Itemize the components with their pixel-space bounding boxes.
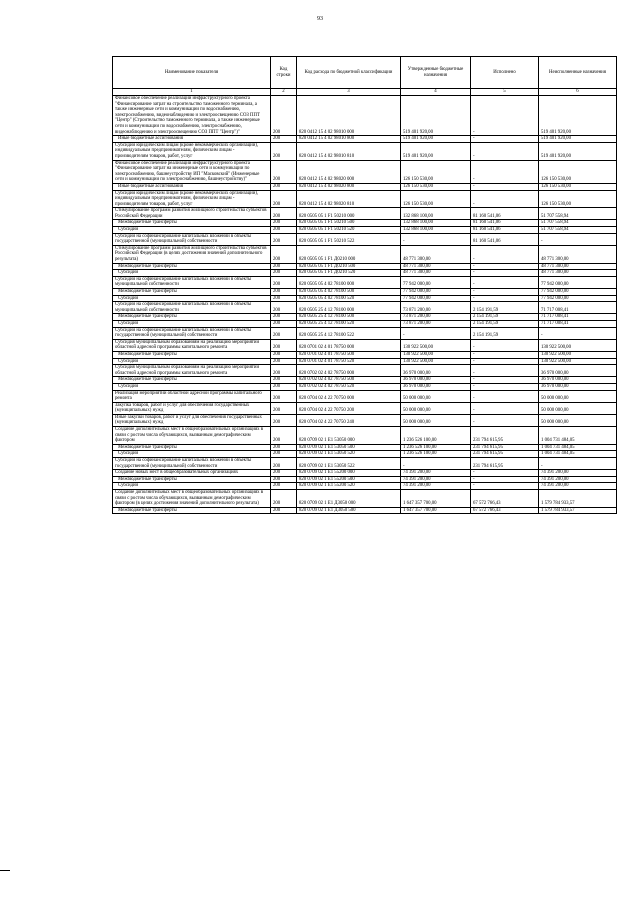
- row-line-code: 200: [271, 444, 297, 451]
- row-executed: -: [471, 245, 539, 263]
- row-executed: -: [471, 136, 539, 143]
- row-budget-code: 820 0709 02 1 E1 53050 522: [297, 458, 401, 470]
- row-remaining: 50 000 000,00: [539, 414, 617, 426]
- budget-execution-table: [112, 56, 617, 514]
- row-line-code: 200: [271, 245, 297, 263]
- row-indicator-name: Межбюджетные трансферты: [113, 220, 271, 227]
- row-remaining: 74 391 200,00: [539, 483, 617, 490]
- header-executed: Исполнено: [471, 57, 539, 89]
- row-executed: -: [471, 295, 539, 302]
- row-indicator-name: Субсидии на софинансирование капитальных вложений в объекты государственной (муниципальной) собственности: [113, 233, 271, 245]
- row-remaining: -: [539, 458, 617, 470]
- table-row: [113, 339, 617, 351]
- row-line-code: 200: [271, 270, 297, 277]
- row-line-code: 200: [271, 295, 297, 302]
- table-row: [113, 470, 617, 477]
- row-remaining: 51 707 558,94: [539, 220, 617, 227]
- table-row: [113, 227, 617, 234]
- row-remaining: 130 922 500,00: [539, 358, 617, 365]
- table-row: [113, 490, 617, 508]
- table-row: [113, 314, 617, 321]
- row-indicator-name: Субсидии на софинансирование капитальных вложений в объекты муниципальной собственности: [113, 302, 271, 314]
- page-number: 93: [317, 16, 323, 22]
- row-approved: 73 871 200,00: [401, 302, 471, 314]
- row-executed: -: [471, 377, 539, 384]
- row-line-code: 200: [271, 427, 297, 445]
- row-indicator-name: Иные бюджетные ассигнования: [113, 136, 271, 143]
- row-executed: 2 154 191,59: [471, 327, 539, 339]
- row-remaining: 48 771 300,00: [539, 270, 617, 277]
- row-executed: -: [471, 483, 539, 490]
- row-remaining: 130 922 500,00: [539, 339, 617, 351]
- row-remaining: 74 391 200,00: [539, 476, 617, 483]
- row-approved: -: [401, 327, 471, 339]
- row-budget-code: 820 0505 05 1 F1 50210 500: [297, 220, 401, 227]
- row-remaining: 36 970 000,00: [539, 377, 617, 384]
- row-executed: -: [471, 276, 539, 288]
- table-row: [113, 245, 617, 263]
- row-budget-code: 820 0709 02 1 E1 53050 000: [297, 427, 401, 445]
- row-approved: 519 401 920,00: [401, 136, 471, 143]
- row-budget-code: 820 0709 02 1 E1 53050 500: [297, 444, 401, 451]
- row-indicator-name: Субсидии: [113, 358, 271, 365]
- row-executed: -: [471, 476, 539, 483]
- row-executed: -: [471, 383, 539, 390]
- table-row: [113, 190, 617, 208]
- table-row: [113, 276, 617, 288]
- column-number: 5: [471, 89, 539, 96]
- row-remaining: 77 942 000,00: [539, 295, 617, 302]
- row-remaining: 71 717 008,41: [539, 320, 617, 327]
- row-approved: 519 401 920,00: [401, 142, 471, 160]
- row-executed: -: [471, 289, 539, 296]
- row-remaining: 71 717 008,41: [539, 302, 617, 314]
- row-approved: 1 647 357 700,00: [401, 507, 471, 514]
- row-line-code: 200: [271, 289, 297, 296]
- row-budget-code: 820 0412 15 4 02 98010 810: [297, 142, 401, 160]
- row-approved: 126 150 530,00: [401, 160, 471, 183]
- row-remaining: 36 970 000,00: [539, 365, 617, 377]
- row-budget-code: 820 0702 02 4 02 78750 520: [297, 383, 401, 390]
- row-approved: 36 970 000,00: [401, 383, 471, 390]
- row-indicator-name: Создание дополнительных мест в общеобразовательных организациях в связи с ростом числа обучающихся, вызванным демографическим фактором (в целях достижения значений дополнительного результата): [113, 490, 271, 508]
- table-row: [113, 220, 617, 227]
- row-line-code: 200: [271, 402, 297, 414]
- row-remaining: -: [539, 327, 617, 339]
- row-line-code: 200: [271, 233, 297, 245]
- table-row: [113, 444, 617, 451]
- row-remaining: 50 000 000,00: [539, 390, 617, 402]
- table-row: [113, 483, 617, 490]
- table-row: [113, 507, 617, 514]
- table-row: [113, 136, 617, 143]
- row-indicator-name: Субсидии: [113, 383, 271, 390]
- table-row: [113, 402, 617, 414]
- table-row: [113, 451, 617, 458]
- row-approved: 130 922 500,00: [401, 351, 471, 358]
- row-executed: 231 794 615,95: [471, 444, 539, 451]
- row-executed: -: [471, 365, 539, 377]
- row-approved: 130 922 500,00: [401, 339, 471, 351]
- row-indicator-name: Реализация мероприятий областной адресной программы капитального ремонта: [113, 390, 271, 402]
- column-number-row: [113, 89, 617, 96]
- row-executed: -: [471, 183, 539, 190]
- row-remaining: 48 771 300,00: [539, 263, 617, 270]
- row-line-code: 200: [271, 483, 297, 490]
- row-approved: 36 970 000,00: [401, 377, 471, 384]
- row-line-code: 200: [271, 263, 297, 270]
- table-row: [113, 302, 617, 314]
- row-indicator-name: Субсидии юридическим лицам (кроме некоммерческих организаций), индивидуальным предпринимателям, физическим лицам - производителям товаров, работ, услуг: [113, 142, 271, 160]
- table-row: [113, 351, 617, 358]
- row-indicator-name: Субсидия муниципальным образованиям на реализацию мероприятий областной адресной программы капитального ремонта: [113, 339, 271, 351]
- row-executed: -: [471, 96, 539, 136]
- row-indicator-name: Межбюджетные трансферты: [113, 377, 271, 384]
- row-executed: 81 160 541,06: [471, 220, 539, 227]
- row-indicator-name: Межбюджетные трансферты: [113, 444, 271, 451]
- row-budget-code: 820 0701 02 4 01 78750 500: [297, 351, 401, 358]
- row-remaining: 519 401 920,00: [539, 142, 617, 160]
- row-line-code: 200: [271, 476, 297, 483]
- row-executed: -: [471, 414, 539, 426]
- row-indicator-name: Создание новых мест в общеобразовательных организациях: [113, 470, 271, 477]
- row-budget-code: 820 0505 25 4 12 78100 000: [297, 302, 401, 314]
- row-indicator-name: Субсидии на софинансирование капитальных вложений в объекты государственной (муниципальной) собственности: [113, 327, 271, 339]
- row-budget-code: 820 0505 05 4 02 78100 000: [297, 276, 401, 288]
- row-line-code: 200: [271, 96, 297, 136]
- row-indicator-name: Финансовое обеспечение реализации инфраструктурного проекта "Финансирование затрат на строительство таможенного терминала, а также инженерные сети и коммуникации по водоснабжению, электроснабжению, видеонаблюдению и электроосвещению СОЗ ППТ "Центр" (Строительство таможенного терминала, а также инженерные сети и коммуникации по водоснабжению, электроснабжению, видеонаблюдению и электроосвещению СОЗ ППТ "Центр")": [113, 96, 271, 136]
- row-indicator-name: Субсидии: [113, 451, 271, 458]
- row-budget-code: 820 0709 02 1 E1 55200 520: [297, 483, 401, 490]
- row-approved: 74 391 200,00: [401, 483, 471, 490]
- table-row: [113, 427, 617, 445]
- row-approved: 50 000 000,00: [401, 414, 471, 426]
- table-row: [113, 383, 617, 390]
- row-remaining: 77 942 000,00: [539, 276, 617, 288]
- row-budget-code: 820 0505 05 1 F1 Д0210 000: [297, 245, 401, 263]
- row-executed: -: [471, 263, 539, 270]
- row-approved: 77 942 000,00: [401, 295, 471, 302]
- row-executed: 2 154 191,59: [471, 302, 539, 314]
- row-executed: 81 160 541,06: [471, 208, 539, 220]
- row-executed: 81 160 541,06: [471, 227, 539, 234]
- table-header-row: [113, 57, 617, 89]
- row-budget-code: 820 0709 02 1 E1 55200 000: [297, 470, 401, 477]
- row-line-code: 200: [271, 490, 297, 508]
- row-budget-code: 820 0505 05 1 F1 Д0210 520: [297, 270, 401, 277]
- column-number: 2: [271, 89, 297, 96]
- header-remaining: Неисполненные назначения: [539, 57, 617, 89]
- row-line-code: 200: [271, 358, 297, 365]
- row-budget-code: 820 0709 02 1 E1 Д3050 500: [297, 507, 401, 514]
- row-executed: -: [471, 160, 539, 183]
- row-executed: -: [471, 190, 539, 208]
- row-budget-code: 820 0505 25 4 12 78100 500: [297, 314, 401, 321]
- row-indicator-name: Иные бюджетные ассигнования: [113, 183, 271, 190]
- table-row: [113, 208, 617, 220]
- row-line-code: 200: [271, 302, 297, 314]
- row-approved: 50 000 000,00: [401, 390, 471, 402]
- row-budget-code: 820 0704 02 4 22 70750 200: [297, 402, 401, 414]
- row-executed: -: [471, 390, 539, 402]
- row-indicator-name: Субсидия муниципальным образованиям на реализацию мероприятий областной адресной программы капитального ремонта: [113, 365, 271, 377]
- row-remaining: 1 004 731 484,05: [539, 427, 617, 445]
- column-number: 3: [297, 89, 401, 96]
- row-line-code: 200: [271, 276, 297, 288]
- row-executed: 231 794 615,95: [471, 458, 539, 470]
- row-budget-code: 820 0412 15 4 02 98020 810: [297, 190, 401, 208]
- row-executed: 81 160 541,06: [471, 233, 539, 245]
- row-executed: -: [471, 142, 539, 160]
- row-indicator-name: Субсидии юридическим лицам (кроме некоммерческих организаций), индивидуальным предпринимателям, физическим лицам - производителям товаров, работ, услуг: [113, 190, 271, 208]
- row-line-code: 200: [271, 458, 297, 470]
- row-remaining: 36 970 000,00: [539, 383, 617, 390]
- footer-rule: [0, 870, 10, 871]
- row-budget-code: 820 0505 05 4 02 78100 500: [297, 289, 401, 296]
- row-approved: 132 868 100,00: [401, 227, 471, 234]
- row-approved: 73 871 200,00: [401, 320, 471, 327]
- table-row: [113, 96, 617, 136]
- row-remaining: 519 401 920,00: [539, 136, 617, 143]
- row-indicator-name: Межбюджетные трансферты: [113, 314, 271, 321]
- table-row: [113, 295, 617, 302]
- row-executed: 2 154 191,59: [471, 314, 539, 321]
- row-approved: 73 871 200,00: [401, 314, 471, 321]
- row-approved: 74 391 200,00: [401, 470, 471, 477]
- table-row: [113, 233, 617, 245]
- table-row: [113, 358, 617, 365]
- header-line-code: Код строки: [271, 57, 297, 89]
- row-executed: 231 794 615,95: [471, 451, 539, 458]
- row-line-code: 200: [271, 383, 297, 390]
- row-indicator-name: Межбюджетные трансферты: [113, 351, 271, 358]
- row-line-code: 200: [271, 320, 297, 327]
- row-line-code: 200: [271, 414, 297, 426]
- row-budget-code: 820 0702 02 4 02 78750 000: [297, 365, 401, 377]
- row-budget-code: 820 0709 02 1 E1 53050 520: [297, 451, 401, 458]
- row-indicator-name: Межбюджетные трансферты: [113, 476, 271, 483]
- row-budget-code: 820 0505 05 1 F1 Д0210 500: [297, 263, 401, 270]
- row-approved: 1 236 526 100,00: [401, 444, 471, 451]
- row-indicator-name: Межбюджетные трансферты: [113, 507, 271, 514]
- row-indicator-name: Субсидии на софинансирование капитальных вложений в объекты муниципальной собственности: [113, 276, 271, 288]
- row-remaining: 126 150 530,00: [539, 183, 617, 190]
- row-budget-code: 820 0505 05 1 F1 50210 520: [297, 227, 401, 234]
- table-row: [113, 263, 617, 270]
- table-row: [113, 327, 617, 339]
- row-budget-code: 820 0505 05 4 02 78100 520: [297, 295, 401, 302]
- row-approved: 1 647 357 700,00: [401, 490, 471, 508]
- row-indicator-name: Стимулирование программ развития жилищного строительства субъектов Российской Федерации (в целях достижения значений дополнительного результата): [113, 245, 271, 263]
- row-executed: -: [471, 339, 539, 351]
- row-executed: 2 154 191,59: [471, 320, 539, 327]
- row-budget-code: 820 0709 02 1 E1 Д3050 000: [297, 490, 401, 508]
- row-indicator-name: Создание дополнительных мест в общеобразовательных организациях в связи с ростом числа обучающихся, вызванным демографическим фактором: [113, 427, 271, 445]
- row-remaining: 51 707 558,94: [539, 227, 617, 234]
- row-remaining: 126 150 530,00: [539, 160, 617, 183]
- row-indicator-name: Субсидии: [113, 320, 271, 327]
- column-number: 1: [113, 89, 271, 96]
- row-approved: 36 970 000,00: [401, 365, 471, 377]
- row-approved: 132 868 100,00: [401, 220, 471, 227]
- row-indicator-name: Субсидии на софинансирование капитальных вложений в объекты государственной (муниципальной) собственности: [113, 458, 271, 470]
- row-line-code: 200: [271, 327, 297, 339]
- row-executed: -: [471, 402, 539, 414]
- row-indicator-name: Субсидии: [113, 483, 271, 490]
- header-budget-code: Код расхода по бюджетной классификации: [297, 57, 401, 89]
- row-approved: 50 000 000,00: [401, 402, 471, 414]
- row-remaining: 130 922 500,00: [539, 351, 617, 358]
- row-remaining: 71 717 008,41: [539, 314, 617, 321]
- row-line-code: 200: [271, 507, 297, 514]
- table-row: [113, 414, 617, 426]
- row-indicator-name: Финансовое обеспечение реализации инфраструктурного проекта "Финансирование затрат на инженерные сети и коммуникации по электроснабжению, башнеустройству ИП "Масковский" (Инженерные сети и коммуникации по электроснабжению, башнеустройству)": [113, 160, 271, 183]
- row-remaining: 1 004 731 484,05: [539, 451, 617, 458]
- row-budget-code: 820 0704 02 4 22 70750 240: [297, 414, 401, 426]
- row-approved: 48 771 300,00: [401, 245, 471, 263]
- row-indicator-name: Стимулирование программ развития жилищного строительства субъектов Российской Федерации: [113, 208, 271, 220]
- row-remaining: 50 000 000,00: [539, 402, 617, 414]
- row-approved: 48 771 300,00: [401, 270, 471, 277]
- row-indicator-name: Субсидии: [113, 295, 271, 302]
- row-indicator-name: Иные закупки товаров, работ и услуг для обеспечения государственных (муниципальных) нужд: [113, 414, 271, 426]
- row-executed: 231 794 615,95: [471, 427, 539, 445]
- row-line-code: 200: [271, 220, 297, 227]
- table-row: [113, 320, 617, 327]
- row-indicator-name: Межбюджетные трансферты: [113, 263, 271, 270]
- row-line-code: 200: [271, 136, 297, 143]
- row-approved: 1 236 526 100,00: [401, 427, 471, 445]
- row-line-code: 200: [271, 190, 297, 208]
- row-budget-code: 820 0412 15 4 02 98020 000: [297, 160, 401, 183]
- table-row: [113, 365, 617, 377]
- row-remaining: 1 579 784 933,57: [539, 490, 617, 508]
- row-remaining: 1 579 784 933,57: [539, 507, 617, 514]
- row-approved: 1 236 526 100,00: [401, 451, 471, 458]
- row-approved: -: [401, 233, 471, 245]
- row-line-code: 200: [271, 183, 297, 190]
- row-executed: -: [471, 351, 539, 358]
- row-budget-code: 820 0505 25 4 12 78100 520: [297, 320, 401, 327]
- table-row: [113, 458, 617, 470]
- table-row: [113, 390, 617, 402]
- table-row: [113, 377, 617, 384]
- row-budget-code: 820 0505 25 4 12 78100 522: [297, 327, 401, 339]
- row-line-code: 200: [271, 351, 297, 358]
- row-budget-code: 820 0505 05 1 F1 50210 522: [297, 233, 401, 245]
- row-budget-code: 820 0412 15 4 02 98010 800: [297, 136, 401, 143]
- row-line-code: 200: [271, 339, 297, 351]
- row-budget-code: 820 0709 02 1 E1 55200 500: [297, 476, 401, 483]
- table-body: [113, 96, 617, 514]
- row-budget-code: 820 0702 02 4 02 78750 500: [297, 377, 401, 384]
- row-executed: 67 572 766,43: [471, 507, 539, 514]
- row-approved: 126 150 530,00: [401, 183, 471, 190]
- row-line-code: 200: [271, 208, 297, 220]
- row-remaining: -: [539, 233, 617, 245]
- row-budget-code: 820 0701 02 4 01 78750 000: [297, 339, 401, 351]
- row-remaining: 74 391 200,00: [539, 470, 617, 477]
- row-line-code: 200: [271, 390, 297, 402]
- row-approved: 77 942 000,00: [401, 276, 471, 288]
- row-approved: 130 922 500,00: [401, 358, 471, 365]
- row-indicator-name: Субсидии: [113, 270, 271, 277]
- column-number: 4: [401, 89, 471, 96]
- row-executed: 67 572 766,43: [471, 490, 539, 508]
- row-executed: -: [471, 270, 539, 277]
- row-line-code: 200: [271, 227, 297, 234]
- row-line-code: 200: [271, 142, 297, 160]
- row-remaining: 48 771 300,00: [539, 245, 617, 263]
- row-approved: 126 150 530,00: [401, 190, 471, 208]
- row-indicator-name: Закупка товаров, работ и услуг для обеспечения государственных (муниципальных) нужд: [113, 402, 271, 414]
- row-approved: 74 391 200,00: [401, 476, 471, 483]
- header-approved: Утвержденные бюджетные назначения: [401, 57, 471, 89]
- row-approved: 48 771 300,00: [401, 263, 471, 270]
- row-line-code: 200: [271, 160, 297, 183]
- row-approved: 132 868 100,00: [401, 208, 471, 220]
- row-indicator-name: Субсидии: [113, 227, 271, 234]
- row-executed: -: [471, 470, 539, 477]
- table-row: [113, 476, 617, 483]
- row-executed: -: [471, 358, 539, 365]
- row-line-code: 200: [271, 365, 297, 377]
- row-budget-code: 820 0412 15 4 02 98020 800: [297, 183, 401, 190]
- row-indicator-name: Межбюджетные трансферты: [113, 289, 271, 296]
- row-line-code: 200: [271, 377, 297, 384]
- row-line-code: 200: [271, 314, 297, 321]
- row-approved: -: [401, 458, 471, 470]
- row-line-code: 200: [271, 451, 297, 458]
- row-remaining: 51 707 558,94: [539, 208, 617, 220]
- table-row: [113, 289, 617, 296]
- table-row: [113, 160, 617, 183]
- row-remaining: 77 942 000,00: [539, 289, 617, 296]
- row-budget-code: 820 0701 02 4 01 78750 520: [297, 358, 401, 365]
- row-remaining: 519 401 920,00: [539, 96, 617, 136]
- table-row: [113, 142, 617, 160]
- row-line-code: 200: [271, 470, 297, 477]
- row-approved: 519 401 920,00: [401, 96, 471, 136]
- table-row: [113, 183, 617, 190]
- row-budget-code: 820 0412 15 4 02 98010 000: [297, 96, 401, 136]
- row-remaining: 126 150 530,00: [539, 190, 617, 208]
- table-row: [113, 270, 617, 277]
- row-budget-code: 820 0704 02 4 22 70750 000: [297, 390, 401, 402]
- column-number: 6: [539, 89, 617, 96]
- row-approved: 77 942 000,00: [401, 289, 471, 296]
- row-budget-code: 820 0505 05 1 F1 50210 000: [297, 208, 401, 220]
- header-indicator-name: Наименование показателя: [113, 57, 271, 89]
- row-remaining: 1 004 731 484,05: [539, 444, 617, 451]
